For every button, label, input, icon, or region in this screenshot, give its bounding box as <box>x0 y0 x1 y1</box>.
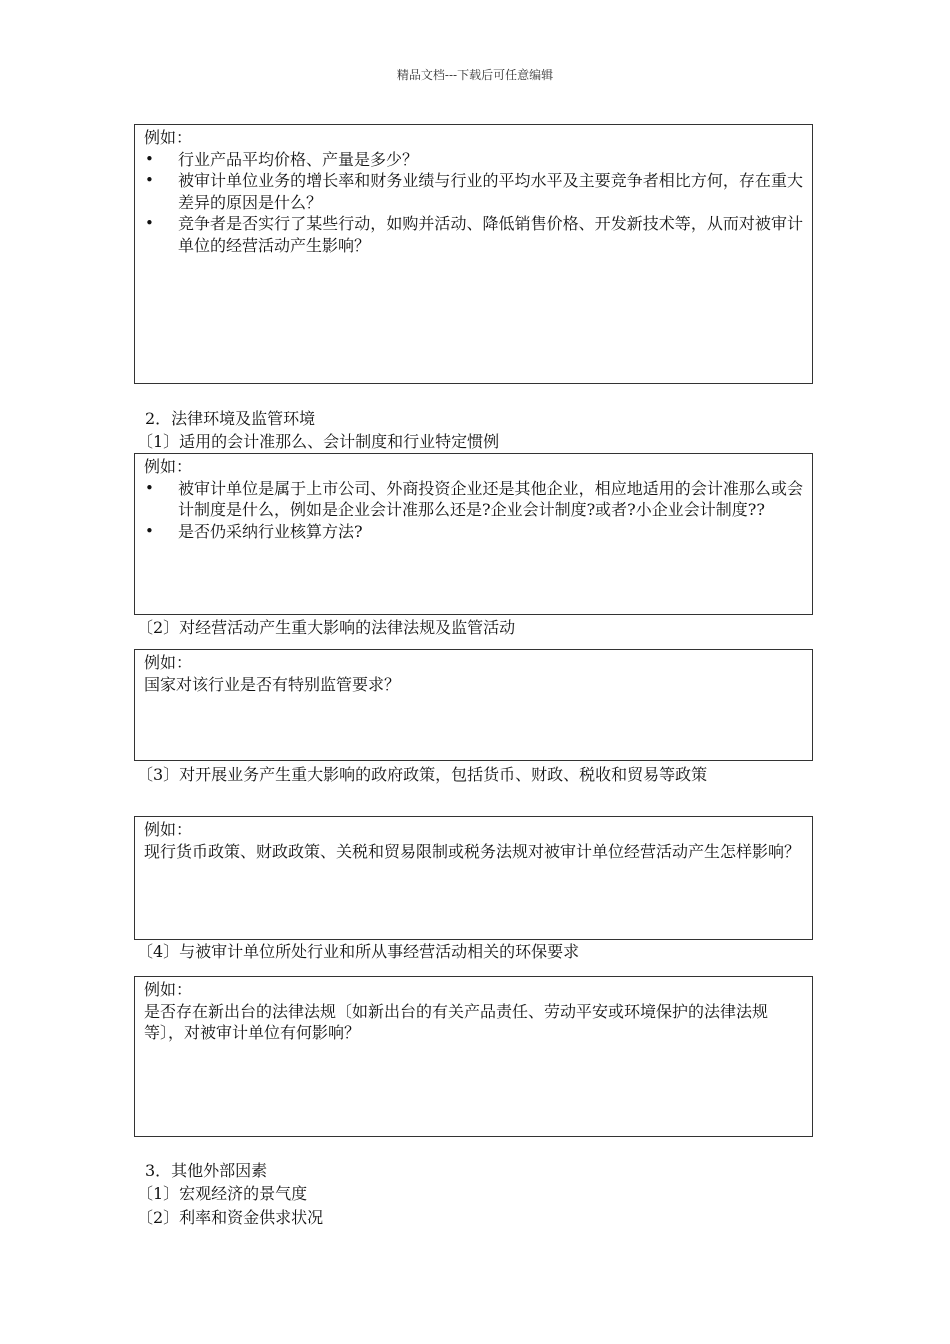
section-3-sub-2: 〔2〕利率和资金供求状况 <box>137 1208 324 1227</box>
list-item: • 竞争者是否实行了某些行动，如购并活动、降低销售价格、开发新技术等，从而对被审计单位的经营活动产生影响？ <box>144 213 803 256</box>
example-box-regulation <box>134 649 813 761</box>
example-intro: 例如： <box>144 820 193 839</box>
example-text: 现行货币政策、财政政策、关税和贸易限制或税务法规对被审计单位经营活动产生怎样影响？ <box>144 841 801 861</box>
section-2-sub-3: 〔3〕对开展业务产生重大影响的政府政策，包括货币、财政、税收和贸易等政策 <box>137 765 708 784</box>
list-item: • 被审计单位是属于上市公司、外商投资企业还是其他企业，相应地适用的会计准那么或会计制度是什么，例如是企业会计准那么还是?企业会计制度?或者?小企业会计制度?? <box>144 478 803 521</box>
example-list <box>144 478 803 543</box>
example-intro: 例如： <box>144 128 193 147</box>
list-item: • 是否仍采纳行业核算方法? <box>144 521 803 543</box>
section-3-title: 3．其他外部因素 <box>145 1161 268 1180</box>
example-intro: 例如： <box>144 653 193 672</box>
section-2-sub-1: 〔1〕适用的会计准那么、会计制度和行业特定惯例 <box>137 432 500 451</box>
example-box-policy <box>134 816 813 940</box>
example-box-industry <box>134 124 813 384</box>
section-2-sub-2: 〔2〕对经营活动产生重大影响的法律法规及监管活动 <box>137 618 516 637</box>
page-header: 精品文档---下载后可任意编辑 <box>396 68 554 82</box>
example-text: 国家对该行业是否有特别监管要求？ <box>144 674 401 694</box>
example-box-accounting-standards <box>134 453 813 615</box>
section-3-sub-1: 〔1〕宏观经济的景气度 <box>137 1184 308 1203</box>
section-2-sub-4: 〔4〕与被审计单位所处行业和所从事经营活动相关的环保要求 <box>137 942 580 961</box>
section-2-title: 2．法律环境及监管环境 <box>145 409 316 428</box>
example-list <box>144 149 803 257</box>
example-box-environment <box>134 976 813 1137</box>
example-intro: 例如： <box>144 457 193 476</box>
example-intro: 例如： <box>144 980 193 999</box>
example-text: 是否存在新出台的法律法规〔如新出台的有关产品责任、劳动平安或环境保护的法律法规等〕，对被审计单位有何影响？ <box>144 1001 769 1042</box>
list-item: • 行业产品平均价格、产量是多少？ <box>144 149 803 171</box>
list-item: • 被审计单位业务的增长率和财务业绩与行业的平均水平及主要竞争者相比方何，存在重大差异的原因是什么？ <box>144 170 803 213</box>
